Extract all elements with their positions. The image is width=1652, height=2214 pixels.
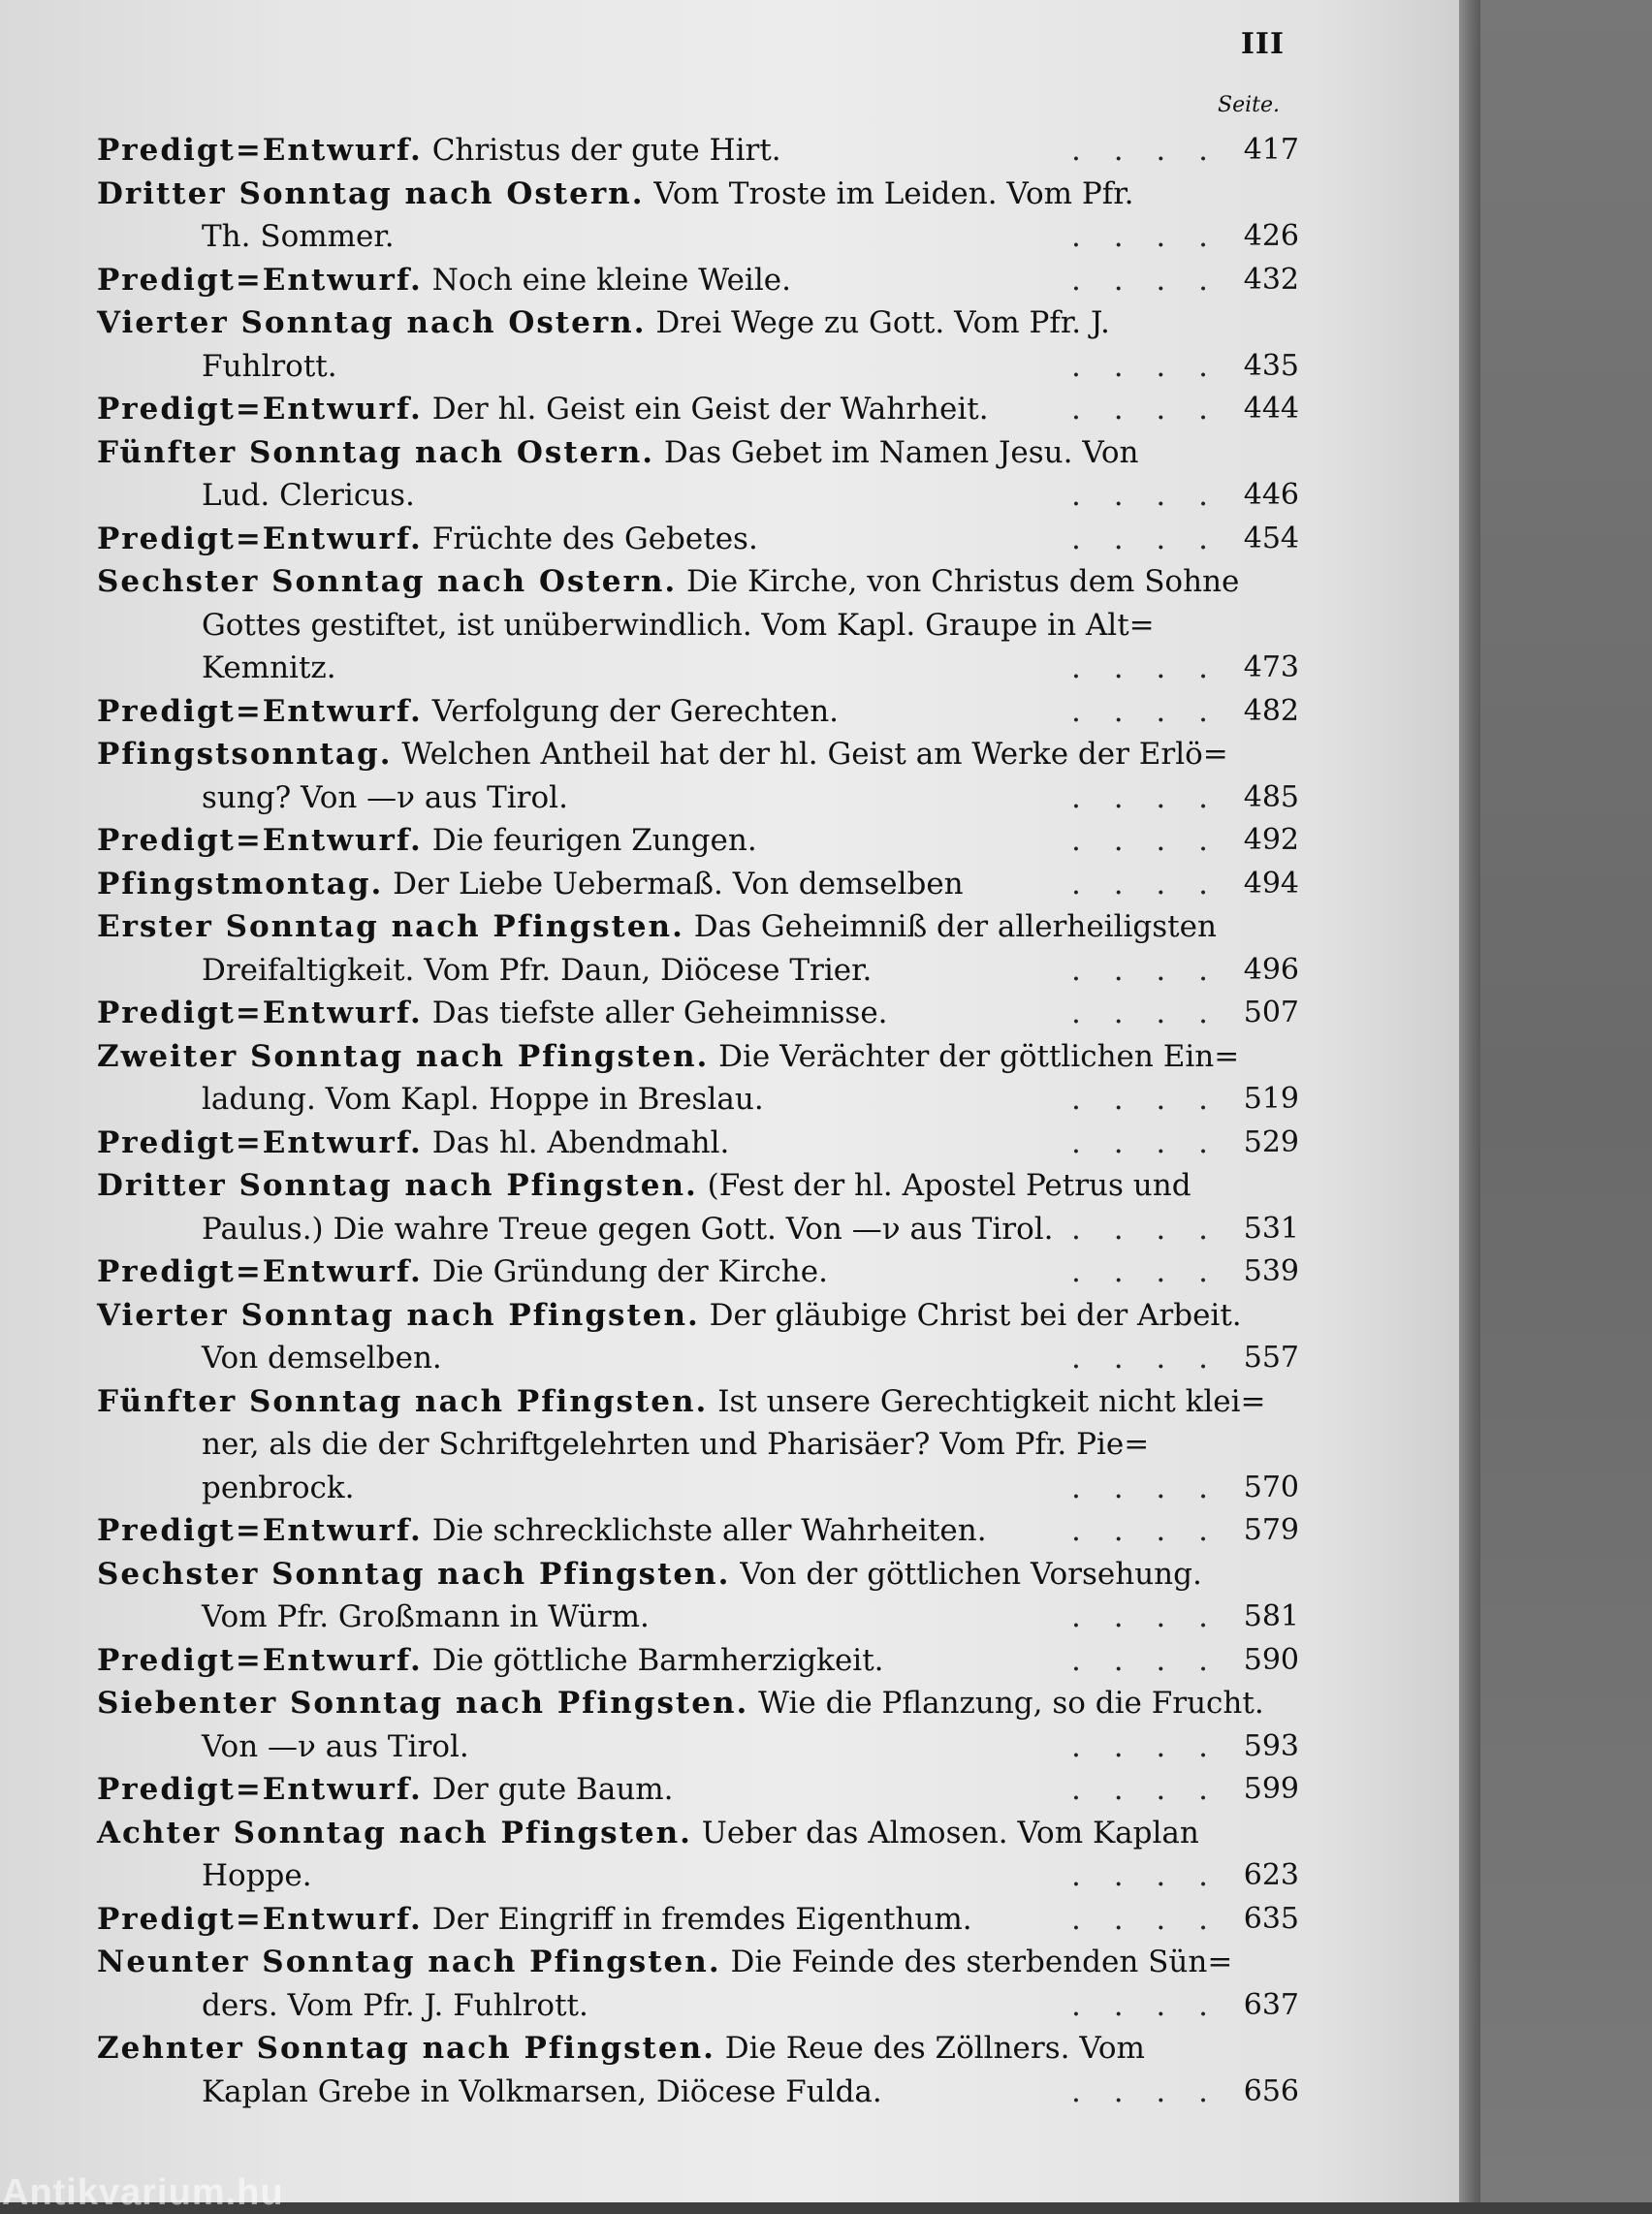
toc-leader-dots: . . . . [1071, 348, 1220, 384]
toc-entry-description: Dreifaltigkeit. Vom Pfr. Daun, Diöcese Trier. [202, 952, 873, 988]
toc-entry-heading: Predigt=Entwurf. [97, 521, 423, 556]
toc-entry [97, 1984, 1299, 2028]
toc-page-number: 581 [1243, 1599, 1299, 1633]
toc-entry-text [97, 905, 1217, 949]
toc-entry-heading: Sechster Sonntag nach Pfingsten. [97, 1556, 731, 1592]
toc-entry [97, 949, 1299, 993]
toc-entry-text [97, 1078, 764, 1122]
toc-entry-description: Die Gründung der Kirche. [422, 1254, 828, 1289]
page-number: III [1240, 27, 1285, 61]
toc-entry-text [97, 1337, 442, 1380]
toc-entry-text [97, 560, 1240, 604]
toc-entry-description: penbrock. [202, 1470, 355, 1505]
toc-entry-text [97, 647, 336, 690]
toc-entry-text [97, 345, 337, 389]
toc-entry [97, 1553, 1299, 1597]
toc-page-number: 432 [1243, 262, 1299, 297]
toc-entry [97, 2027, 1299, 2071]
toc-entry-description: Der gläubige Christ bei der Arbeit. [699, 1297, 1242, 1333]
toc-entry-description: Der Liebe Uebermaß. Von demselben [383, 866, 964, 901]
toc-entry-description: Th. Sommer. [202, 219, 395, 254]
toc-leader-dots: . . . . [1071, 478, 1220, 513]
toc-page-number: 446 [1243, 478, 1299, 512]
toc-entry-description: Das hl. Abendmahl. [422, 1124, 730, 1160]
toc-page-number: 637 [1243, 1987, 1299, 2022]
toc-leader-dots: . . . . [1071, 823, 1220, 858]
toc-page-number: 492 [1243, 823, 1299, 857]
toc-entry-description: Der hl. Geist ein Geist der Wahrheit. [422, 392, 989, 427]
toc-leader-dots: . . . . [1071, 1124, 1220, 1160]
toc-page-number: 507 [1243, 996, 1299, 1029]
toc-page-number: 519 [1243, 1082, 1299, 1116]
toc-entry-text [97, 1467, 354, 1510]
toc-entry-heading: Predigt=Entwurf. [97, 823, 423, 858]
toc-entry-text [97, 1854, 312, 1898]
toc-entry-description: Das Gebet im Namen Jesu. Von [654, 434, 1139, 470]
toc-entry-description: Vom Troste im Leiden. Vom Pfr. [644, 175, 1134, 211]
toc-leader-dots: . . . . [1071, 1082, 1220, 1117]
toc-entry-text [97, 776, 568, 820]
toc-page-number: 539 [1243, 1254, 1299, 1288]
toc-entry-heading: Predigt=Entwurf. [97, 996, 423, 1030]
toc-entry-description: Verfolgung der Gerechten. [422, 693, 840, 729]
toc-page-number: 494 [1243, 866, 1299, 901]
toc-entry [97, 1467, 1299, 1510]
toc-leader-dots: . . . . [1071, 866, 1220, 901]
toc-entry-description: sung? Von —ν aus Tirol. [202, 779, 568, 815]
toc-entry-description: Von der göttlichen Vorsehung. [730, 1556, 1202, 1592]
toc-entry [97, 604, 1299, 648]
toc-entry-text [97, 474, 415, 518]
toc-entry-description: Die schrecklichste aller Wahrheiten. [422, 1513, 987, 1548]
page-edge [1459, 0, 1480, 2202]
toc-leader-dots: . . . . [1071, 521, 1220, 556]
toc-page-number: 529 [1243, 1124, 1299, 1159]
toc-entry-heading: Predigt=Entwurf. [97, 133, 423, 168]
toc-leader-dots: . . . . [1071, 1470, 1220, 1505]
toc-entry-heading: Erster Sonntag nach Pfingsten. [97, 909, 684, 944]
toc-entry-description: Lud. Clericus. [202, 478, 415, 513]
toc-entry [97, 215, 1299, 259]
toc-entry-description: (Fest der hl. Apostel Petrus und [697, 1168, 1191, 1203]
toc-entry-text [97, 173, 1133, 216]
toc-entry-heading: Predigt=Entwurf. [97, 693, 423, 729]
toc-page-number: 623 [1243, 1858, 1299, 1892]
toc-leader-dots: . . . . [1071, 1772, 1220, 1807]
toc-entry-heading: Vierter Sonntag nach Pfingsten. [97, 1297, 700, 1333]
toc-entry-heading: Predigt=Entwurf. [97, 1254, 423, 1289]
toc-entry [97, 1682, 1299, 1725]
toc-entry [97, 1294, 1299, 1338]
toc-entry-text [97, 129, 781, 173]
toc-entry-text [97, 1639, 884, 1683]
toc-entry-text [97, 1250, 828, 1294]
toc-entry-text [97, 1725, 469, 1769]
toc-entry-heading: Pfingstsonntag. [97, 737, 393, 772]
toc-page-number: 599 [1243, 1772, 1299, 1806]
toc-leader-dots: . . . . [1071, 1728, 1220, 1764]
toc-entry-description: Das Geheimniß der allerheiligsten [683, 909, 1217, 944]
toc-entry-text [97, 733, 1228, 776]
toc-leader-dots: . . . . [1071, 779, 1220, 815]
toc-leader-dots: . . . . [1071, 650, 1220, 685]
toc-entry-description: Hoppe. [202, 1858, 312, 1893]
toc-leader-dots: . . . . [1071, 1858, 1220, 1893]
toc-entry-text [97, 2071, 882, 2114]
toc-entry [97, 905, 1299, 949]
toc-entry-text [97, 1294, 1242, 1338]
toc-entry [97, 173, 1299, 216]
toc-page-number: 570 [1243, 1470, 1299, 1504]
toc-entry-text [97, 1509, 987, 1553]
toc-entry [97, 1122, 1299, 1165]
toc-entry-text [97, 949, 872, 993]
toc-entry-description: Der gute Baum. [422, 1772, 674, 1807]
toc-entry-heading: Vierter Sonntag nach Ostern. [97, 305, 647, 340]
toc-entry-heading: Predigt=Entwurf. [97, 1772, 423, 1807]
toc-entry-text [97, 1164, 1191, 1208]
toc-entry-text [97, 604, 1155, 648]
toc-page-number: 557 [1243, 1341, 1299, 1375]
toc-entry [97, 345, 1299, 389]
toc-entry-description: Drei Wege zu Gott. Vom Pfr. J. [646, 305, 1110, 340]
toc-page-number: 590 [1243, 1642, 1299, 1677]
toc-entry-description: Die Kirche, von Christus dem Sohne [677, 564, 1240, 599]
toc-entry-text [97, 388, 989, 431]
toc-entry-description: Die feurigen Zungen. [422, 823, 757, 858]
toc-entry-text [97, 863, 964, 906]
toc-page-number: 656 [1243, 2073, 1299, 2108]
toc-entry-description: Die Feinde des sterbenden Sün= [720, 1945, 1233, 1979]
toc-entry-heading: Predigt=Entwurf. [97, 1901, 423, 1937]
toc-entry [97, 1078, 1299, 1122]
toc-page-number: 417 [1243, 133, 1299, 167]
toc-entry [97, 1941, 1299, 1984]
toc-entry-description: Paulus.) Die wahre Treue gegen Gott. Von —ν aus Tirol. [202, 1211, 1054, 1247]
toc-entry-heading: Zehnter Sonntag nach Pfingsten. [97, 2031, 715, 2066]
toc-entry [97, 1250, 1299, 1294]
toc-entry-description: Vom Pfr. Großmann in Würm. [202, 1599, 650, 1634]
toc-leader-dots: . . . . [1071, 1341, 1220, 1376]
toc-entry [97, 1596, 1299, 1639]
toc-entry-text [97, 1682, 1264, 1725]
toc-page-number: 496 [1243, 952, 1299, 987]
toc-entry-text [97, 1423, 1149, 1467]
toc-entry-heading: Fünfter Sonntag nach Ostern. [97, 434, 655, 470]
toc-entry [97, 1423, 1299, 1467]
toc-entry-text [97, 2027, 1145, 2071]
toc-leader-dots: . . . . [1071, 1211, 1220, 1247]
toc-entry-heading: Predigt=Entwurf. [97, 1642, 423, 1678]
toc-entry-description: Ist unsere Gerechtigkeit nicht klei= [708, 1383, 1266, 1419]
toc-entry-heading: Predigt=Entwurf. [97, 1124, 423, 1160]
scan-backdrop [1480, 0, 1652, 2202]
toc-entry-text [97, 431, 1138, 475]
toc-entry [97, 1854, 1299, 1898]
toc-entry-text [97, 1941, 1233, 1984]
toc-entry-description: Das tiefste aller Geheimnisse. [422, 996, 888, 1030]
toc-entry [97, 863, 1299, 906]
toc-leader-dots: . . . . [1071, 2073, 1220, 2109]
toc-entry-text [97, 518, 758, 561]
toc-page-number: 593 [1243, 1728, 1299, 1763]
toc-entry-text [97, 1812, 1199, 1855]
toc-entry-description: Fuhlrott. [202, 348, 337, 384]
toc-entry-description: Die Verächter der göttlichen Ein= [709, 1038, 1240, 1074]
toc-entry-text [97, 1122, 729, 1165]
toc-entry-description: Ueber das Almosen. Vom Kaplan [691, 1815, 1199, 1850]
toc-entry-text [97, 1768, 674, 1812]
toc-page-number: 485 [1243, 779, 1299, 814]
toc-entry-text [97, 1898, 972, 1942]
toc-entry [97, 129, 1299, 173]
toc-entry-heading: Predigt=Entwurf. [97, 392, 423, 427]
toc-entry-description: ders. Vom Pfr. J. Fuhlrott. [202, 1987, 588, 2023]
toc-entry-heading: Sechster Sonntag nach Ostern. [97, 564, 678, 599]
toc-entry [97, 1208, 1299, 1251]
toc-entry-text [97, 1035, 1240, 1079]
toc-leader-dots: . . . . [1071, 392, 1220, 427]
toc-entry-description: Früchte des Gebetes. [422, 521, 758, 556]
toc-entry-description: Von demselben. [202, 1341, 442, 1376]
toc-entry-description: Die Reue des Zöllners. Vom [715, 2031, 1145, 2066]
toc-entry-text [97, 1596, 650, 1639]
toc-leader-dots: . . . . [1071, 1901, 1220, 1937]
toc-entry-description: Der Eingriff in fremdes Eigenthum. [422, 1901, 972, 1937]
toc-entry [97, 1725, 1299, 1769]
toc-entry-description: Kemnitz. [202, 650, 336, 685]
toc-entry-description: Kaplan Grebe in Volkmarsen, Diöcese Fulda. [202, 2073, 882, 2109]
toc-entry-text [97, 1380, 1266, 1424]
toc-leader-dots: . . . . [1071, 219, 1220, 254]
toc-entry [97, 431, 1299, 475]
toc-entry-heading: Neunter Sonntag nach Pfingsten. [97, 1945, 721, 1979]
toc-entry [97, 1164, 1299, 1208]
toc-leader-dots: . . . . [1071, 133, 1220, 168]
toc-leader-dots: . . . . [1071, 1254, 1220, 1289]
toc-entry-description: Wie die Pflanzung, so die Frucht. [748, 1686, 1264, 1721]
toc-page-number: 473 [1243, 650, 1299, 684]
toc-entry [97, 819, 1299, 863]
toc-entry [97, 733, 1299, 776]
toc-entry-heading: Achter Sonntag nach Pfingsten. [97, 1815, 692, 1850]
toc-entry-description: Noch eine kleine Weile. [422, 262, 791, 298]
toc-entry-description: Christus der gute Hirt. [422, 133, 781, 168]
toc-page-number: 454 [1243, 521, 1299, 555]
toc-entry [97, 388, 1299, 431]
toc-entry [97, 1380, 1299, 1424]
watermark: Antikvarium.hu [2, 2172, 284, 2213]
toc-entry [97, 1509, 1299, 1553]
table-of-contents [97, 129, 1299, 2113]
toc-entry-description: Die göttliche Barmherzigkeit. [422, 1642, 884, 1678]
toc-leader-dots: . . . . [1071, 262, 1220, 298]
toc-entry-text [97, 992, 888, 1035]
toc-entry-heading: Fünfter Sonntag nach Pfingsten. [97, 1383, 709, 1419]
toc-entry-description: ner, als die der Schriftgelehrten und Pharisäer? Vom Pfr. Pie= [202, 1427, 1150, 1462]
toc-page-number: 426 [1243, 219, 1299, 253]
toc-entry [97, 1035, 1299, 1079]
toc-entry [97, 1898, 1299, 1942]
toc-entry [97, 560, 1299, 604]
toc-page-number: 531 [1243, 1211, 1299, 1246]
toc-entry-heading: Pfingstmontag. [97, 866, 384, 901]
toc-leader-dots: . . . . [1071, 952, 1220, 988]
toc-leader-dots: . . . . [1071, 1599, 1220, 1634]
toc-entry-heading: Predigt=Entwurf. [97, 262, 423, 298]
toc-page-number: 635 [1243, 1901, 1299, 1936]
toc-entry-text [97, 1553, 1202, 1597]
page-column-header: Seite. [1218, 93, 1280, 117]
toc-page-number: 444 [1243, 392, 1299, 426]
toc-leader-dots: . . . . [1071, 996, 1220, 1030]
toc-entry-heading: Siebenter Sonntag nach Pfingsten. [97, 1686, 749, 1721]
toc-entry-heading: Predigt=Entwurf. [97, 1513, 423, 1548]
toc-entry [97, 518, 1299, 561]
toc-entry-text [97, 215, 395, 259]
toc-entry-text [97, 259, 791, 302]
toc-entry-text [97, 819, 757, 863]
toc-entry-text [97, 690, 839, 734]
toc-entry-text [97, 301, 1110, 345]
toc-entry-heading: Dritter Sonntag nach Ostern. [97, 175, 645, 211]
toc-entry [97, 1639, 1299, 1683]
toc-page-number: 435 [1243, 348, 1299, 383]
toc-entry [97, 301, 1299, 345]
toc-entry [97, 259, 1299, 302]
toc-entry-heading: Zweiter Sonntag nach Pfingsten. [97, 1038, 710, 1074]
toc-leader-dots: . . . . [1071, 1642, 1220, 1678]
toc-entry [97, 1812, 1299, 1855]
toc-entry [97, 474, 1299, 518]
toc-entry-text [97, 1984, 588, 2028]
toc-entry [97, 2071, 1299, 2114]
toc-entry-description: Welchen Antheil hat der hl. Geist am Werke der Erlö= [392, 737, 1228, 772]
toc-entry [97, 647, 1299, 690]
toc-page-number: 579 [1243, 1513, 1299, 1547]
toc-entry-description: Gottes gestiftet, ist unüberwindlich. Vom Kapl. Graupe in Alt= [202, 607, 1155, 643]
toc-page-number: 482 [1243, 693, 1299, 728]
toc-entry [97, 1768, 1299, 1812]
toc-leader-dots: . . . . [1071, 1987, 1220, 2023]
toc-leader-dots: . . . . [1071, 1513, 1220, 1548]
toc-entry-heading: Dritter Sonntag nach Pfingsten. [97, 1168, 698, 1203]
toc-entry-description: Von —ν aus Tirol. [202, 1728, 469, 1764]
toc-entry [97, 690, 1299, 734]
toc-entry [97, 776, 1299, 820]
toc-entry-description: ladung. Vom Kapl. Hoppe in Breslau. [202, 1082, 764, 1117]
toc-entry-text [97, 1208, 1054, 1251]
toc-entry [97, 1337, 1299, 1380]
toc-leader-dots: . . . . [1071, 693, 1220, 729]
toc-entry [97, 992, 1299, 1035]
